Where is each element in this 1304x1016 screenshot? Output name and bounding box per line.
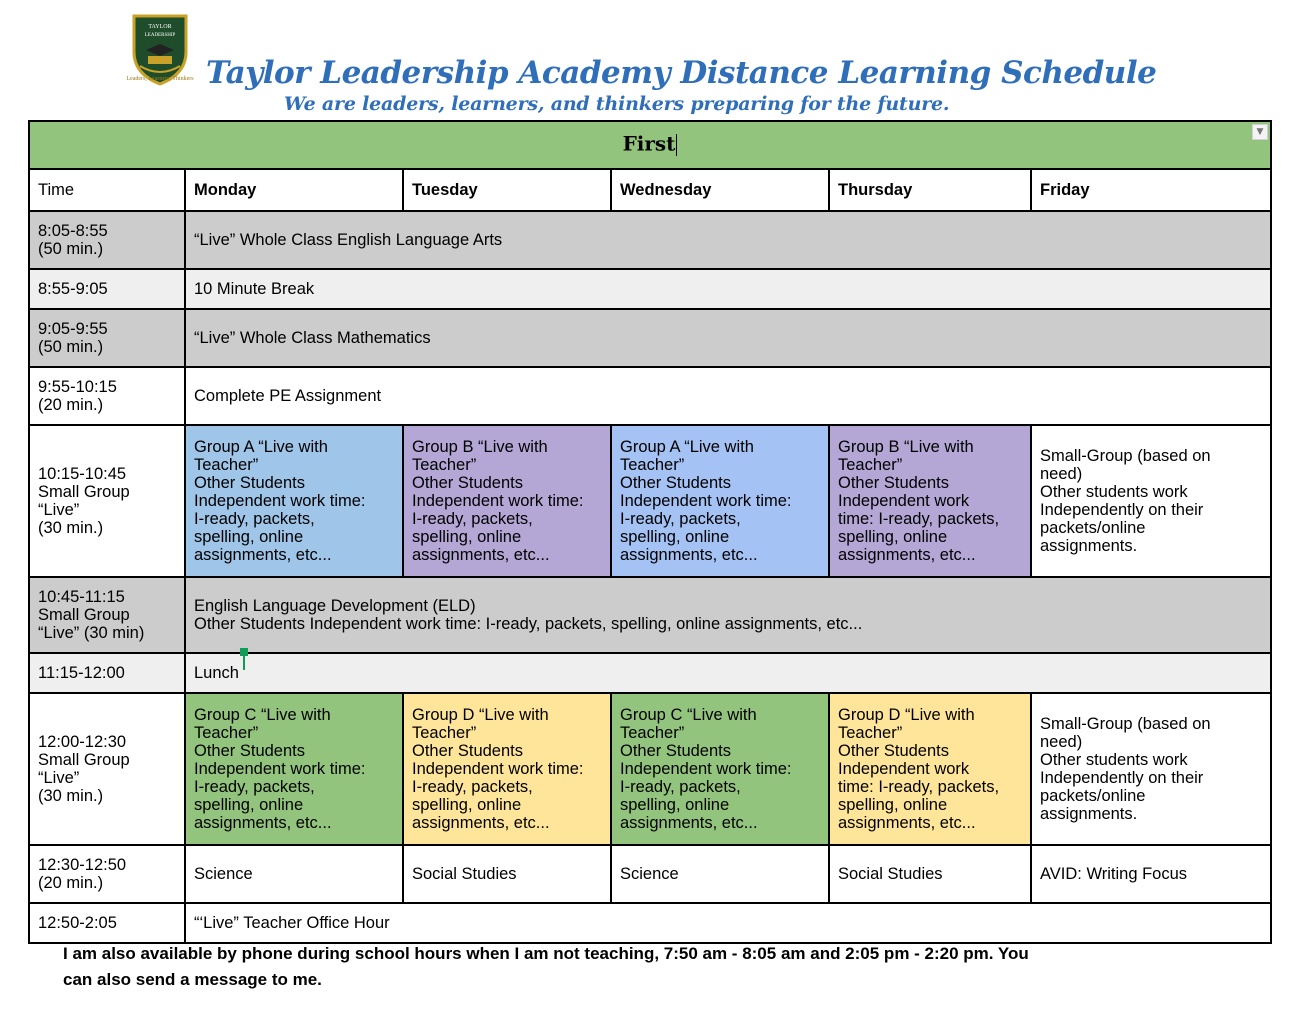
cell-line: Independent work bbox=[838, 760, 970, 778]
duration: (20 min.) bbox=[38, 396, 104, 414]
cell-line: Other Students bbox=[412, 742, 523, 760]
page-title: Taylor Leadership Academy Distance Learning Schedule bbox=[206, 55, 1157, 91]
table-row bbox=[29, 845, 1271, 903]
cell-line: I-ready, packets, bbox=[620, 510, 741, 528]
cell-line: Other Students bbox=[620, 742, 731, 760]
cell-line: Teacher” bbox=[194, 724, 259, 742]
time-label: Small Group bbox=[38, 483, 130, 501]
table-row bbox=[29, 367, 1271, 425]
table-row bbox=[29, 653, 1271, 693]
cell-line: Small-Group (based on bbox=[1040, 447, 1211, 465]
column-header-thursday[interactable]: Thursday bbox=[829, 169, 1031, 211]
table-row bbox=[29, 903, 1271, 943]
cell-line: Independent work time: bbox=[620, 492, 792, 510]
duration: (50 min.) bbox=[38, 338, 104, 356]
note-line: can also send a message to me. bbox=[63, 970, 322, 989]
friday-cell[interactable]: AVID: Writing Focus bbox=[1031, 845, 1271, 903]
cell-line: Teacher” bbox=[620, 456, 685, 474]
thursday-cell[interactable] bbox=[829, 425, 1031, 577]
cell-line: Teacher” bbox=[620, 724, 685, 742]
text-caret bbox=[676, 134, 677, 156]
section-title: First bbox=[622, 131, 676, 156]
cell-line: assignments, etc... bbox=[838, 814, 976, 832]
monday-cell[interactable] bbox=[185, 693, 403, 845]
cell-line: Group B “Live with bbox=[838, 438, 974, 456]
activity-cell[interactable] bbox=[185, 577, 1271, 653]
time-cell[interactable] bbox=[29, 309, 185, 367]
time-range: 8:05-8:55 bbox=[38, 222, 108, 240]
cell-line: Other students work bbox=[1040, 483, 1188, 501]
time-label: “Live” (30 min) bbox=[38, 624, 145, 642]
column-header-monday[interactable]: Monday bbox=[185, 169, 403, 211]
column-header-friday[interactable]: Friday bbox=[1031, 169, 1271, 211]
monday-cell[interactable]: Science bbox=[185, 845, 403, 903]
time-range: 12:30-12:50 bbox=[38, 856, 127, 874]
duration: (30 min.) bbox=[38, 787, 104, 805]
friday-cell[interactable] bbox=[1031, 693, 1271, 845]
cell-line: Teacher” bbox=[838, 456, 903, 474]
cell-line: Independently on their bbox=[1040, 501, 1204, 519]
time-cell[interactable]: 8:55-9:05 bbox=[29, 269, 185, 309]
activity-cell[interactable]: “‘Live” Teacher Office Hour bbox=[185, 903, 1271, 943]
activity-cell[interactable]: “Live” Whole Class English Language Arts bbox=[185, 211, 1271, 269]
cell-line: assignments, etc... bbox=[620, 814, 758, 832]
cell-line: assignments, etc... bbox=[412, 546, 550, 564]
activity-line: Other Students Independent work time: I-ready, packets, spelling, online assignments, etc... bbox=[194, 615, 863, 633]
column-header-time[interactable]: Time bbox=[29, 169, 185, 211]
cell-line: Other Students bbox=[838, 742, 949, 760]
friday-cell[interactable] bbox=[1031, 425, 1271, 577]
table-header-row bbox=[29, 169, 1271, 211]
cell-line: assignments. bbox=[1040, 537, 1138, 555]
tuesday-cell[interactable]: Social Studies bbox=[403, 845, 611, 903]
cell-line: need) bbox=[1040, 733, 1083, 751]
activity-line: English Language Development (ELD) bbox=[194, 597, 476, 615]
cell-line: Independent work time: bbox=[412, 760, 584, 778]
time-label: Small Group bbox=[38, 606, 130, 624]
cell-line: Independent work time: bbox=[194, 492, 366, 510]
cell-line: Group D “Live with bbox=[838, 706, 975, 724]
note-line: I am also available by phone during school hours when I am not teaching, 7:50 am - 8:05 am and 2:05 pm - 2:20 pm. You bbox=[63, 944, 1029, 963]
cell-line: spelling, online bbox=[620, 796, 730, 814]
cell-line: packets/online bbox=[1040, 519, 1146, 537]
cell-line: Independent work time: bbox=[620, 760, 792, 778]
time-label: Small Group bbox=[38, 751, 130, 769]
cell-line: assignments, etc... bbox=[194, 546, 332, 564]
cell-line: need) bbox=[1040, 465, 1083, 483]
cell-line: Small-Group (based on bbox=[1040, 715, 1211, 733]
time-range: 9:05-9:55 bbox=[38, 320, 108, 338]
schedule-table bbox=[28, 120, 1272, 944]
time-range: 10:45-11:15 bbox=[38, 588, 125, 606]
cell-line: spelling, online bbox=[620, 528, 730, 546]
cell-line: Group A “Live with bbox=[620, 438, 754, 456]
chevron-down-icon[interactable]: ▼ bbox=[1252, 124, 1268, 140]
svg-text:LEADERSHIP: LEADERSHIP bbox=[144, 33, 176, 38]
activity-cell[interactable]: Lunch bbox=[185, 653, 1271, 693]
wednesday-cell[interactable] bbox=[611, 693, 829, 845]
cell-line: I-ready, packets, bbox=[620, 778, 741, 796]
section-header-cell[interactable] bbox=[29, 121, 1271, 169]
time-label: “Live” bbox=[38, 769, 80, 787]
column-header-tuesday[interactable]: Tuesday bbox=[403, 169, 611, 211]
cell-line: packets/online bbox=[1040, 787, 1146, 805]
cell-line: I-ready, packets, bbox=[194, 778, 315, 796]
time-range: 10:15-10:45 bbox=[38, 465, 127, 483]
cell-line: Teacher” bbox=[838, 724, 903, 742]
cell-line: Independent work time: bbox=[412, 492, 584, 510]
time-cell[interactable] bbox=[29, 577, 185, 653]
duration: (50 min.) bbox=[38, 240, 104, 258]
monday-cell[interactable] bbox=[185, 425, 403, 577]
time-cell[interactable] bbox=[29, 845, 185, 903]
cell-line: assignments, etc... bbox=[838, 546, 976, 564]
time-cell[interactable] bbox=[29, 425, 185, 577]
page-subtitle: We are leaders, learners, and thinkers preparing for the future. bbox=[284, 93, 950, 115]
cell-line: Other students work bbox=[1040, 751, 1188, 769]
cell-line: time: I-ready, packets, bbox=[838, 510, 1000, 528]
activity-cell[interactable]: 10 Minute Break bbox=[185, 269, 1271, 309]
cell-line: spelling, online bbox=[194, 796, 304, 814]
cell-line: Other Students bbox=[412, 474, 523, 492]
cell-line: Independent work bbox=[838, 492, 970, 510]
cell-line: Teacher” bbox=[194, 456, 259, 474]
table-row bbox=[29, 577, 1271, 653]
time-label: “Live” bbox=[38, 501, 80, 519]
cell-line: I-ready, packets, bbox=[412, 510, 533, 528]
column-header-wednesday[interactable]: Wednesday bbox=[611, 169, 829, 211]
wednesday-cell[interactable] bbox=[611, 425, 829, 577]
cell-line: I-ready, packets, bbox=[194, 510, 315, 528]
activity-cell[interactable]: Complete PE Assignment bbox=[185, 367, 1271, 425]
cell-line: Group D “Live with bbox=[412, 706, 549, 724]
duration: (30 min.) bbox=[38, 519, 104, 537]
table-row bbox=[29, 211, 1271, 269]
time-cell[interactable]: 12:50-2:05 bbox=[29, 903, 185, 943]
tuesday-cell[interactable] bbox=[403, 693, 611, 845]
tuesday-cell[interactable] bbox=[403, 425, 611, 577]
cell-line: assignments, etc... bbox=[412, 814, 550, 832]
cell-line: Other Students bbox=[194, 742, 305, 760]
time-cell[interactable] bbox=[29, 367, 185, 425]
cell-line: Group B “Live with bbox=[412, 438, 548, 456]
time-range: 12:00-12:30 bbox=[38, 733, 127, 751]
school-crest-logo bbox=[126, 12, 194, 86]
duration: (20 min.) bbox=[38, 874, 104, 892]
cell-line: assignments, etc... bbox=[194, 814, 332, 832]
time-range: 9:55-10:15 bbox=[38, 378, 117, 396]
table-row bbox=[29, 269, 1271, 309]
cell-line: assignments, etc... bbox=[620, 546, 758, 564]
table-row bbox=[29, 693, 1271, 845]
cell-line: Group A “Live with bbox=[194, 438, 328, 456]
cell-line: I-ready, packets, bbox=[412, 778, 533, 796]
cell-line: Independent work time: bbox=[194, 760, 366, 778]
time-cell[interactable] bbox=[29, 211, 185, 269]
logo-tagline: Leaders, Learners, Thinkers bbox=[126, 76, 194, 82]
time-cell[interactable] bbox=[29, 693, 185, 845]
cell-line: Group C “Live with bbox=[194, 706, 331, 724]
time-cell[interactable]: 11:15-12:00 bbox=[29, 653, 185, 693]
cell-line: time: I-ready, packets, bbox=[838, 778, 1000, 796]
cell-line: Other Students bbox=[620, 474, 731, 492]
cell-line: Independently on their bbox=[1040, 769, 1204, 787]
svg-text:TAYLOR: TAYLOR bbox=[148, 24, 172, 30]
cell-line: Other Students bbox=[194, 474, 305, 492]
cell-line: Other Students bbox=[838, 474, 949, 492]
thursday-cell[interactable]: Social Studies bbox=[829, 845, 1031, 903]
thursday-cell[interactable] bbox=[829, 693, 1031, 845]
cell-line: Teacher” bbox=[412, 456, 477, 474]
wednesday-cell[interactable]: Science bbox=[611, 845, 829, 903]
cell-line: Teacher” bbox=[412, 724, 477, 742]
cell-line: spelling, online bbox=[838, 796, 948, 814]
cell-cursor-icon[interactable] bbox=[240, 648, 248, 670]
cell-line: Group C “Live with bbox=[620, 706, 757, 724]
table-row bbox=[29, 309, 1271, 367]
cell-line: spelling, online bbox=[838, 528, 948, 546]
cell-line: assignments. bbox=[1040, 805, 1138, 823]
cell-line: spelling, online bbox=[412, 796, 522, 814]
availability-note bbox=[63, 941, 1223, 993]
activity-cell[interactable]: “Live” Whole Class Mathematics bbox=[185, 309, 1271, 367]
cell-line: spelling, online bbox=[412, 528, 522, 546]
table-row bbox=[29, 425, 1271, 577]
cell-line: spelling, online bbox=[194, 528, 304, 546]
